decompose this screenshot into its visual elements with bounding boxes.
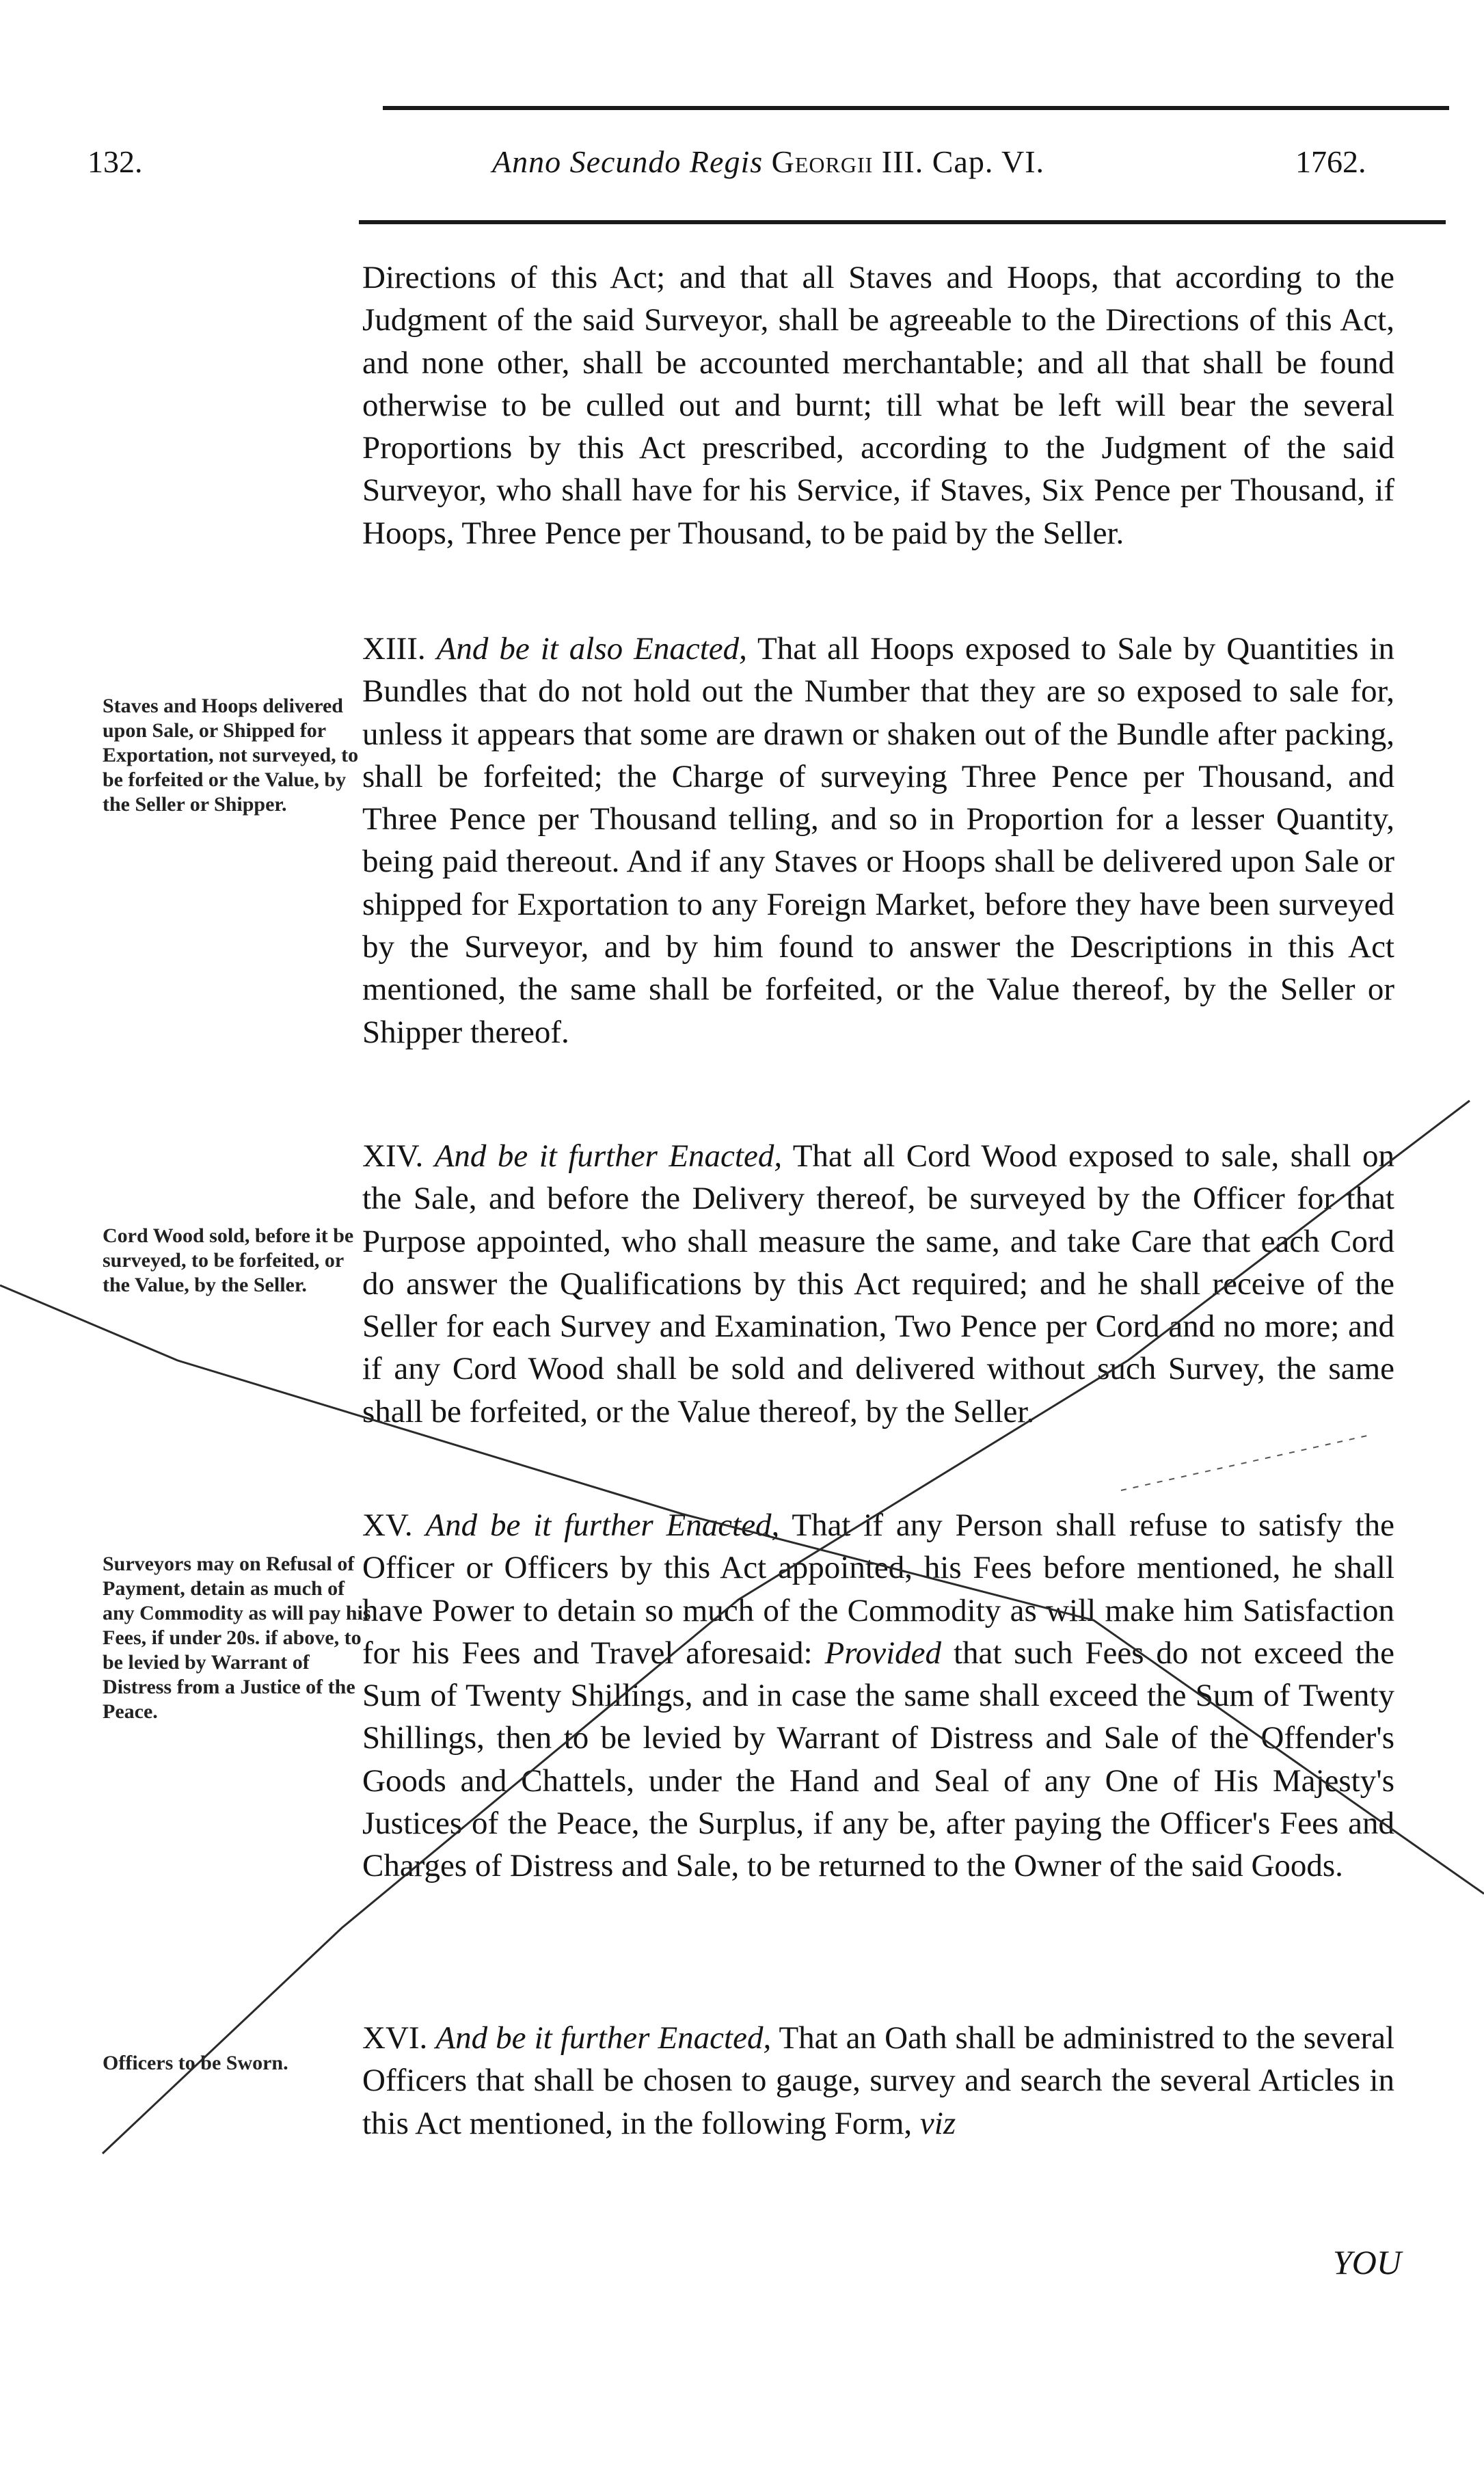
page-number: 132. bbox=[87, 144, 143, 179]
section-xiv bbox=[362, 1135, 1394, 1433]
dashed-scan-mark bbox=[1121, 1436, 1367, 1490]
header-year: 1762. bbox=[1295, 144, 1366, 179]
paragraph-text-proviso: that such Fees do not exceed the Sum of Twenty Shillings, and in case the same shall exceed the Sum of Twenty Shillings, then to be levied by Warrant of Distress and Sale of the Offender's Goods and Chattels, under the Hand and Seal of any One of His Majesty's Justices of the Peace, the Surplus, if any be, after paying the Officer's Fees and Charges of Distress and Sale, to be returned to the Owner of the said Goods. bbox=[362, 1635, 1395, 1884]
enacting-phrase: And be it further Enacted, bbox=[434, 1138, 783, 1174]
section-number: XIII. bbox=[362, 631, 426, 667]
section-number: XIV. bbox=[362, 1138, 424, 1174]
margin-note-cord-wood: Cord Wood sold, before it be surveyed, to be forfeited, or the Value, by the Seller. bbox=[103, 1224, 354, 1296]
enacting-phrase: And be it also Enacted, bbox=[436, 631, 747, 667]
paragraph-text: That if any Person shall refuse to satisfy the Officer or Officers by this Act appointed, his Fees before mentioned, he shall have Power to detain so much of the Commodity as will make him Satisfaction for his Fees and Travel aforesaid: bbox=[362, 1507, 1394, 1671]
margin-note-surveyors-fees: Surveyors may on Refusal of Payment, detain as much of any Commodity as will pay his Fees, if under 20s. if above, to be levied by Warrant of Distress from a Justice of the Peace. bbox=[103, 1553, 371, 1723]
paragraph-text: Directions of this Act; and that all Staves and Hoops, that according to the Judgment of the said Surveyor, shall be agreeable to the Directions of this Act, and none other, shall be accounted merchantable; and all that shall be found otherwise to be culled out and burnt; till what be left will bear the several Proportions by this Act prescribed, according to the Judgment of the said Surveyor, who shall have for his Service, if Staves, Six Pence per Thousand, if Hoops, Three Pence per Thousand, to be paid by the Seller. bbox=[362, 260, 1394, 551]
paragraph-text: That an Oath shall be administred to the several Officers that shall be chosen to gauge, survey and search the several Articles in this Act mentioned, in the following Form, bbox=[362, 2020, 1395, 2141]
section-number: XVI. bbox=[362, 2020, 428, 2056]
paragraph-text: That all Hoops exposed to Sale by Quantities in Bundles that do not hold out the Number that they are so exposed to sale for, unless it appears that some are drawn or shaken out of the Bundle after packing, shall be forfeited; the Charge of surveying Three Pence per Thousand, and Three Pence per Thousand telling, and so in Proportion for a lesser Quantity, being paid thereout. And if any Staves or Hoops shall be delivered upon Sale or shipped for Exportation to any Foreign Market, before they have been surveyed by the Surveyor, and by him found to answer the Descriptions in this Act mentioned, the same shall be forfeited, or the Value thereof, by the Seller or Shipper thereof. bbox=[362, 631, 1395, 1050]
running-title-chapter: III. Cap. VI. bbox=[881, 144, 1045, 179]
margin-note-officers-sworn: Officers to be Sworn. bbox=[103, 2052, 288, 2074]
top-border-rule bbox=[383, 106, 1449, 110]
running-title-regnal-year: Anno Secundo Regis bbox=[492, 144, 764, 179]
enacting-phrase: And be it further Enacted, bbox=[425, 1507, 780, 1543]
margin-note-staves-hoops: Staves and Hoops delivered upon Sale, or Shipped for Exportation, not surveyed, to be forfeited or the Value, by the Seller or Shipper. bbox=[103, 695, 359, 816]
paragraph-continuation bbox=[362, 256, 1394, 554]
header-rule bbox=[359, 220, 1446, 224]
section-xvi bbox=[362, 2017, 1394, 2145]
viz-word: viz bbox=[919, 2105, 956, 2141]
running-title-monarch: Georgii bbox=[771, 144, 874, 179]
section-number: XV. bbox=[362, 1507, 413, 1543]
enacting-phrase: And be it further Enacted, bbox=[435, 2020, 772, 2056]
section-xiii bbox=[362, 628, 1394, 1054]
catchword: YOU bbox=[1333, 2243, 1402, 2281]
proviso-word: Provided bbox=[824, 1635, 942, 1671]
section-xv bbox=[362, 1504, 1394, 1888]
running-title bbox=[492, 144, 1044, 180]
paragraph-text: That all Cord Wood exposed to sale, shall on the Sale, and before the Delivery thereof, be surveyed by the Officer for that Purpose appointed, who shall measure the same, and take Care that each Cord do answer the Qualifications by this Act required; and he shall receive of the Seller for each Survey and Examination, Two Pence per Cord and no more; and if any Cord Wood shall be sold and delivered without such Survey, the same shall be forfeited, or the Value thereof, by the Seller. bbox=[362, 1138, 1395, 1430]
